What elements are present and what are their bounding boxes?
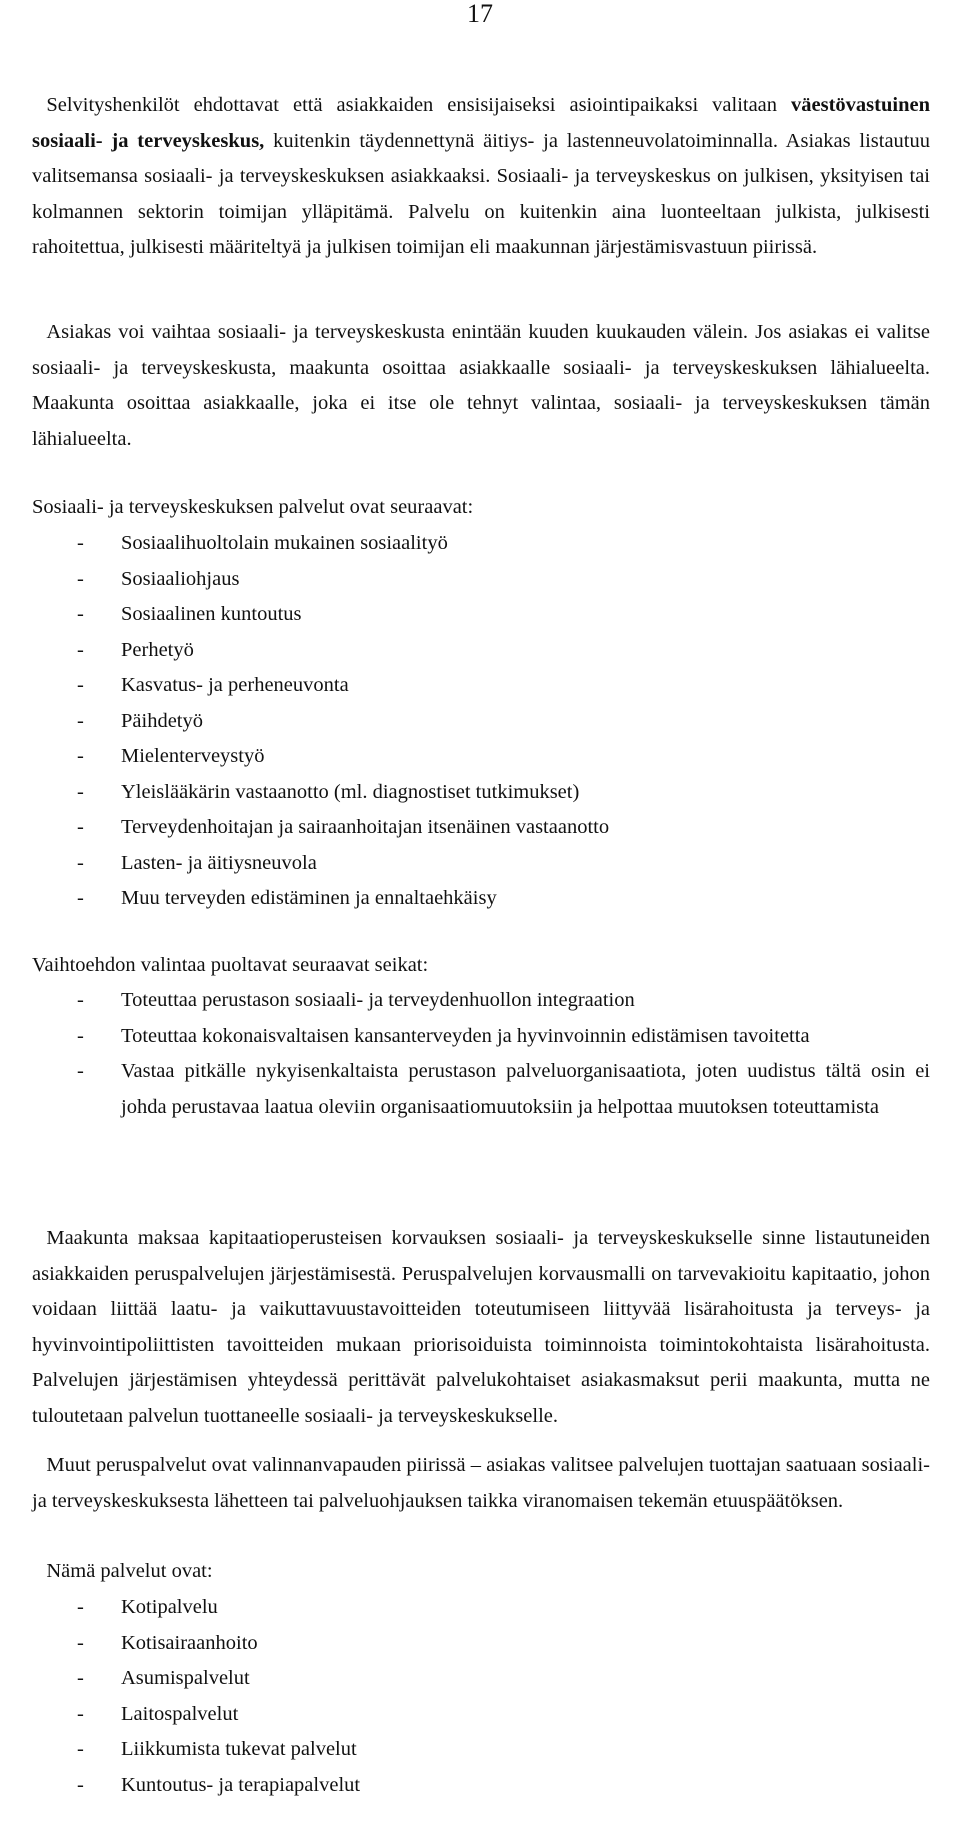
service-item: - Terveydenhoitajan ja sairaanhoitajan itsenäinen vastaanotto [32,810,930,846]
other-service-item: - Asumispalvelut [32,1661,930,1697]
services-list [32,526,930,917]
service-item: - Lasten- ja äitiysneuvola [32,846,930,882]
option-point: - Toteuttaa perustason sosiaali- ja terveydenhuollon integraation [32,983,930,1019]
option-point: - Toteuttaa kokonaisvaltaisen kansanterveyden ja hyvinvoinnin edistämisen tavoitetta [32,1019,930,1055]
other-service-item: - Kotisairaanhoito [32,1626,930,1662]
other-services-list [32,1590,930,1803]
other-services-heading: Nämä palvelut ovat: [46,1560,213,1582]
paragraph-intro [32,88,930,266]
other-service-item: - Laitospalvelut [32,1697,930,1733]
service-item: - Sosiaaliohjaus [32,562,930,598]
other-service-item: - Kuntoutus- ja terapiapalvelut [32,1768,930,1804]
services-heading: Sosiaali- ja terveyskeskuksen palvelut ovat seuraavat: [32,496,474,518]
other-service-item: - Liikkumista tukevat palvelut [32,1732,930,1768]
other-service-item: - Kotipalvelu [32,1590,930,1626]
service-item: - Mielenterveystyö [32,739,930,775]
option-heading: Vaihtoehdon valintaa puoltavat seuraavat seikat: [32,954,429,976]
option-points-list [32,983,930,1125]
service-item: - Kasvatus- ja perheneuvonta [32,668,930,704]
paragraph-intro-end: kuitenkin täydennettynä äitiys- ja lastenneuvolatoiminnalla. Asiakas listautuu valitsemansa sosiaali- ja terveyskeskuksen asiakkaaksi. Sosiaali- ja terveyskeskus on julkisen, yksityisen tai kolmannen sektorin toimijan ylläpitämä. Palvelu on kuitenkin aina luonteeltaan julkista, julkisesti rahoitettua, julkisesti määriteltyä ja julkisen toimijan eli maakunnan järjestämisvastuun piirissä. [32,129,930,258]
service-item: - Sosiaalinen kuntoutus [32,597,930,633]
paragraph-switching: Asiakas voi vaihtaa sosiaali- ja terveyskeskusta enintään kuuden kuukauden välein. Jos asiakas ei valitse sosiaali- ja terveyskeskusta, maakunta osoittaa asiakkaalle sosiaali- ja terveyskeskuksen lähialueelta. Maakunta osoittaa asiakkaalle, joka ei itse ole tehnyt valintaa, sosiaali- ja terveyskeskuksen tämän lähialueelta. [32,321,930,450]
paragraph-intro-start: Selvityshenkilöt ehdottavat että asiakkaiden ensisijaiseksi asiointipaikaksi valitaan [46,94,792,116]
service-item: - Sosiaalihuoltolain mukainen sosiaalityö [32,526,930,562]
service-item: - Muu terveyden edistäminen ja ennaltaehkäisy [32,881,930,917]
paragraph-other-services: Muut peruspalvelut ovat valinnanvapauden piirissä – asiakas valitsee palvelujen tuottajan saatuaan sosiaali- ja terveyskeskuksesta lähetteen tai palveluohjauksen taikka viranomaisen tekemän etuuspäätöksen. [32,1454,930,1512]
service-item: - Perhetyö [32,633,930,669]
service-item: - Päihdetyö [32,704,930,740]
service-item: - Yleislääkärin vastaanotto (ml. diagnostiset tutkimukset) [32,775,930,811]
page-number: 17 [467,0,493,28]
paragraph-intro-bold: väestövastuinen sosiaali- ja terveyskeskus, [32,94,930,152]
option-point: - Vastaa pitkälle nykyisenkaltaista perustason palveluorganisaatiota, joten uudistus tältä osin ei johda perustavaa laatua oleviin organisaatiomuutoksiin ja helpottaa muutoksen toteuttamista [32,1054,930,1125]
paragraph-funding: Maakunta maksaa kapitaatioperusteisen korvauksen sosiaali- ja terveyskeskukselle sinne listautuneiden asiakkaiden peruspalvelujen järjestämisestä. Peruspalvelujen korvausmalli on tarvevakioitu kapitaatio, johon voidaan liittää laatu- ja vaikuttavuustavoitteiden toteutumiseen liittyvää lisärahoitusta ja terveys- ja hyvinvointipoliittisten tavoitteiden mukaan priorisoiduista toiminnoista toimintokohtaista lisärahoitusta. Palvelujen järjestämisen yhteydessä perittävät palvelukohtaiset asiakasmaksut perii maakunta, mutta ne tuloutetaan palvelun tuottaneelle sosiaali- ja terveyskeskukselle. [32,1227,930,1427]
